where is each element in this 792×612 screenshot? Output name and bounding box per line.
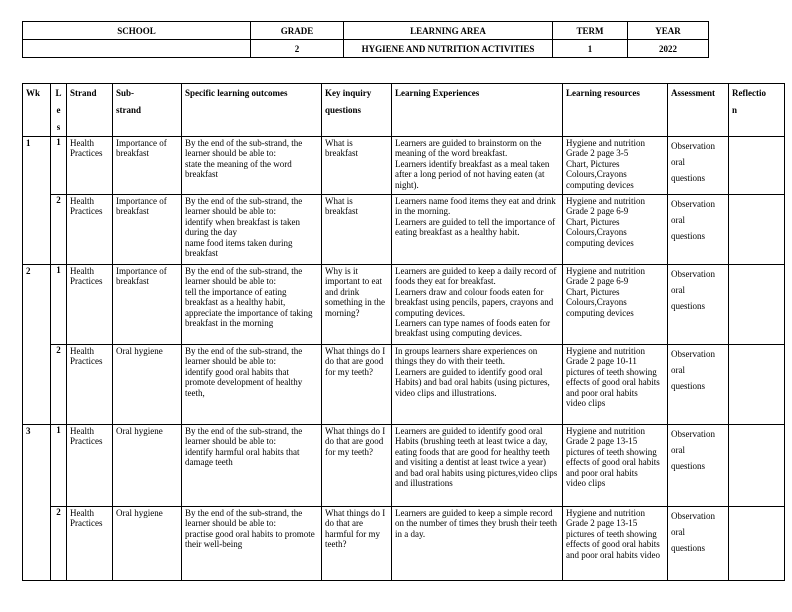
table-row (23, 195, 785, 265)
cell-key-inquiry-questions: What things do I do that are good for my teeth? (322, 345, 392, 425)
column-header-week: Wk (23, 84, 51, 137)
cell-key-inquiry-questions: What things do I do that are good for my teeth? (322, 425, 392, 507)
cell-sub-strand: Importance of breakfast (113, 265, 182, 345)
column-header-sub-strand: Sub- strand (113, 84, 182, 137)
cell-strand: Health Practices (67, 137, 113, 195)
cell-week: 3 (23, 425, 51, 581)
cell-learning-resources: Hygiene and nutrition Grade 2 page 6-9 Chart, Pictures Colours,Crayons computing devices (563, 265, 668, 345)
column-header-strand: Strand (67, 84, 113, 137)
cell-learning-experiences: Learners are guided to keep a simple record on the number of times they brush their teeth in a day. (392, 507, 563, 581)
term-label: TERM (553, 22, 628, 40)
cell-learning-resources: Hygiene and nutrition Grade 2 page 6-9 Chart, Pictures Colours,Crayons computing devices (563, 195, 668, 265)
grade-label: GRADE (251, 22, 344, 40)
header-labels-row (23, 22, 709, 40)
cell-sub-strand: Importance of breakfast (113, 195, 182, 265)
cell-week: 2 (23, 265, 51, 425)
cell-reflection (729, 345, 785, 425)
cell-learning-experiences: Learners are guided to keep a daily record of foods they eat for breakfast. Learners draw and colour foods eaten for breakfast using pencils, papers, crayons and computing devices. Learners can type names of foods eaten for breakfast using computing devices. (392, 265, 563, 345)
scheme-of-work-table (22, 83, 785, 581)
cell-sub-strand: Oral hygiene (113, 507, 182, 581)
column-header-learning-experiences: Learning Experiences (392, 84, 563, 137)
column-header-row (23, 84, 785, 137)
column-header-reflection: Reflectio n (729, 84, 785, 137)
learning-area-value: HYGIENE AND NUTRITION ACTIVITIES (344, 40, 553, 58)
cell-assessment: Observation oral questions (668, 195, 729, 265)
school-value (23, 40, 251, 58)
cell-learning-resources: Hygiene and nutrition Grade 2 page 13-15 pictures of teeth showing effects of good oral habits and poor oral habits video clips (563, 425, 668, 507)
table-row (23, 345, 785, 425)
table-row (23, 425, 785, 507)
cell-strand: Health Practices (67, 265, 113, 345)
cell-specific-learning-outcomes: By the end of the sub-strand, the learner should be able to: identify good oral habits that promote development of healthy teeth, (182, 345, 322, 425)
table-row (23, 265, 785, 345)
year-value: 2022 (628, 40, 709, 58)
cell-specific-learning-outcomes: By the end of the sub-strand, the learner should be able to: state the meaning of the word breakfast (182, 137, 322, 195)
cell-learning-experiences: Learners are guided to identify good oral Habits (brushing teeth at least twice a day, eating foods that are good for healthy teeth and visiting a dentist at least twice a year) and bad oral habits using pictures,video clips and illustrations (392, 425, 563, 507)
cell-specific-learning-outcomes: By the end of the sub-strand, the learner should be able to: practise good oral habits to promote their well-being (182, 507, 322, 581)
cell-assessment: Observation oral questions (668, 345, 729, 425)
cell-specific-learning-outcomes: By the end of the sub-strand, the learner should be able to: identify harmful oral habits that damage teeth (182, 425, 322, 507)
column-header-lesson: L e s (51, 84, 67, 137)
year-label: YEAR (628, 22, 709, 40)
column-header-assessment: Assessment (668, 84, 729, 137)
cell-key-inquiry-questions: What is breakfast (322, 137, 392, 195)
table-row (23, 507, 785, 581)
cell-learning-resources: Hygiene and nutrition Grade 2 page 3-5 Chart, Pictures Colours,Crayons computing devices (563, 137, 668, 195)
cell-strand: Health Practices (67, 425, 113, 507)
cell-learning-experiences: Learners name food items they eat and drink in the morning. Learners are guided to tell the importance of eating breakfast as a healthy habit. (392, 195, 563, 265)
cell-key-inquiry-questions: What is breakfast (322, 195, 392, 265)
column-header-key-inquiry-questions: Key inquiry questions (322, 84, 392, 137)
cell-reflection (729, 137, 785, 195)
cell-strand: Health Practices (67, 507, 113, 581)
cell-lesson: 2 (51, 195, 67, 265)
cell-assessment: Observation oral questions (668, 507, 729, 581)
cell-learning-experiences: In groups learners share experiences on things they do with their teeth. Learners are guided to identify good oral Habits) and bad oral habits (using pictures, video clips and illustrations. (392, 345, 563, 425)
cell-key-inquiry-questions: Why is it important to eat and drink something in the morning? (322, 265, 392, 345)
cell-sub-strand: Oral hygiene (113, 425, 182, 507)
term-value: 1 (553, 40, 628, 58)
column-header-learning-resources: Learning resources (563, 84, 668, 137)
cell-strand: Health Practices (67, 345, 113, 425)
cell-strand: Health Practices (67, 195, 113, 265)
cell-reflection (729, 507, 785, 581)
header-values-row (23, 40, 709, 58)
cell-assessment: Observation oral questions (668, 137, 729, 195)
cell-key-inquiry-questions: What things do I do that are harmful for my teeth? (322, 507, 392, 581)
cell-reflection (729, 195, 785, 265)
cell-learning-resources: Hygiene and nutrition Grade 2 page 13-15 pictures of teeth showing effects of good oral habits and poor oral habits video (563, 507, 668, 581)
cell-lesson: 1 (51, 425, 67, 507)
header-table (22, 21, 709, 58)
cell-sub-strand: Importance of breakfast (113, 137, 182, 195)
cell-lesson: 1 (51, 137, 67, 195)
cell-specific-learning-outcomes: By the end of the sub-strand, the learner should be able to: identify when breakfast is taken during the day name food items taken during breakfast (182, 195, 322, 265)
cell-assessment: Observation oral questions (668, 425, 729, 507)
cell-specific-learning-outcomes: By the end of the sub-strand, the learner should be able to: tell the importance of eating breakfast as a healthy habit, appreciate the importance of taking breakfast in the morning (182, 265, 322, 345)
cell-reflection (729, 265, 785, 345)
cell-lesson: 1 (51, 265, 67, 345)
cell-sub-strand: Oral hygiene (113, 345, 182, 425)
cell-reflection (729, 425, 785, 507)
table-row (23, 137, 785, 195)
school-label: SCHOOL (23, 22, 251, 40)
cell-assessment: Observation oral questions (668, 265, 729, 345)
learning-area-label: LEARNING AREA (344, 22, 553, 40)
cell-lesson: 2 (51, 507, 67, 581)
cell-learning-resources: Hygiene and nutrition Grade 2 page 10-11 pictures of teeth showing effects of good oral habits and poor oral habits video clips (563, 345, 668, 425)
cell-week: 1 (23, 137, 51, 265)
cell-learning-experiences: Learners are guided to brainstorm on the meaning of the word breakfast. Learners identify breakfast as a meal taken after a long period of not having eaten (at night). (392, 137, 563, 195)
grade-value: 2 (251, 40, 344, 58)
column-header-specific-learning-outcomes: Specific learning outcomes (182, 84, 322, 137)
cell-lesson: 2 (51, 345, 67, 425)
